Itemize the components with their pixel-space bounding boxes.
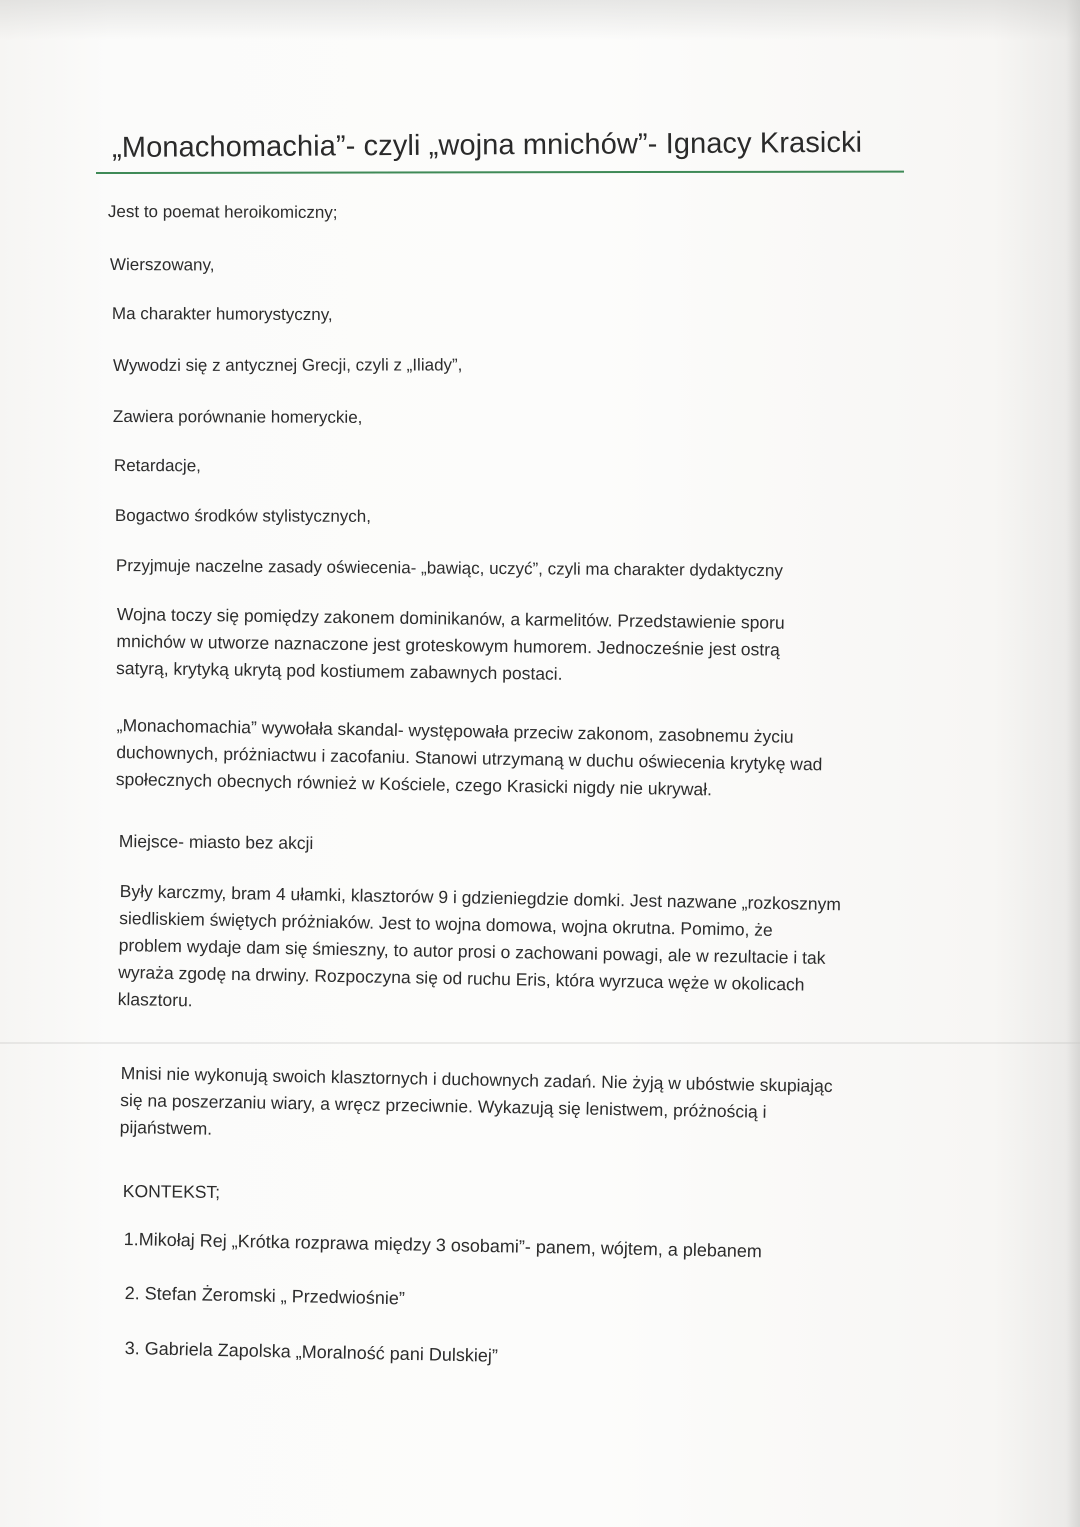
paragraph-line: pijaństwem. xyxy=(119,1116,213,1139)
context-item: 1.Mikołaj Rej „Krótka rozprawa między 3 osobami”- panem, wójtem, a plebanem xyxy=(123,1228,763,1262)
feature-item: Zawiera porównanie homeryckie, xyxy=(112,406,363,427)
paragraph-scandal xyxy=(116,712,823,805)
context-item: 3. Gabriela Zapolska „Moralność pani Dulskiej” xyxy=(124,1337,499,1366)
paragraph-line: społecznych obecnych również w Kościele, czego Krasicki nigdy nie ukrywał. xyxy=(115,768,713,800)
feature-item: Ma charakter humorystyczny, xyxy=(111,303,333,325)
paragraph-line: duchownych, próżniactwu i zacofaniu. Stanowi utrzymaną w duchu oświecenia krytykę wad xyxy=(116,741,823,775)
paragraph-line: Wojna toczy się pomiędzy zakonem dominikanów, a karmelitów. Przedstawienie sporu xyxy=(116,603,785,633)
feature-item: Retardacje, xyxy=(113,455,201,476)
paragraph-line: wyraża zgodę na drwiny. Rozpoczyna się od ruchu Eris, która wyrzuca węże w okolicach xyxy=(118,961,805,995)
paragraph-line: mnichów w utworze naznaczone jest groteskowym humorem. Jednocześnie jest ostrą xyxy=(116,630,780,660)
paragraph-line: siedliskiem świętych próżniaków. Jest to wojna domowa, wojna okrutna. Pomimo, że xyxy=(119,907,773,940)
page-top-shadow xyxy=(0,0,1080,40)
paragraph-monks xyxy=(120,1060,833,1154)
paragraph-line: klasztoru. xyxy=(117,988,193,1011)
place-line: Miejsce- miasto bez akcji xyxy=(118,830,314,854)
paragraph-line: się na poszerzaniu wiary, a wręcz przeciwnie. Wykazują się lenistwem, próżnością i xyxy=(120,1089,767,1122)
context-item: 2. Stefan Żeromski „ Przedwiośnie” xyxy=(124,1282,406,1309)
page-right-edge xyxy=(1066,0,1080,1527)
paragraph-line: satyrą, krytyką ukrytą pod kostiumem zabawnych postaci. xyxy=(115,657,563,684)
feature-item: Wierszowany, xyxy=(109,254,215,275)
paragraph-line: „Monachomachia” wywołała skandal- występowała przeciw zakonom, zasobnemu życiu xyxy=(116,714,794,747)
paragraph-war xyxy=(116,601,785,691)
document-title: „Monachomachia”- czyli „wojna mnichów”- Ignacy Krasicki xyxy=(112,126,863,164)
feature-item: Wywodzi się z antycznej Grecji, czyli z „Iliady”, xyxy=(113,355,463,375)
context-heading: KONTEKST; xyxy=(122,1180,221,1203)
feature-item: Jest to poemat heroikomiczny; xyxy=(107,201,338,223)
title-underline xyxy=(96,171,904,174)
page-fold xyxy=(0,1042,1080,1044)
paragraph-line: Były karczmy, bram 4 ułamki, klasztorów 9 i gdzieniegdzie domki. Jest nazwane „rozkosznym xyxy=(119,880,842,915)
paragraph-line: Mnisi nie wykonują swoich klasztornych i duchownych zadań. Nie żyją w ubóstwie skupiając xyxy=(120,1062,833,1097)
feature-item: Przyjmuje naczelne zasady oświecenia- „bawiąc, uczyć”, czyli ma charakter dydaktyczny xyxy=(115,555,783,581)
feature-item: Bogactwo środków stylistycznych, xyxy=(114,505,372,526)
paragraph-town xyxy=(118,878,842,1026)
paragraph-line: problem wydaje dam się śmieszny, to autor prosi o zachowani powagi, ale w rezultacie i tak xyxy=(118,934,826,968)
